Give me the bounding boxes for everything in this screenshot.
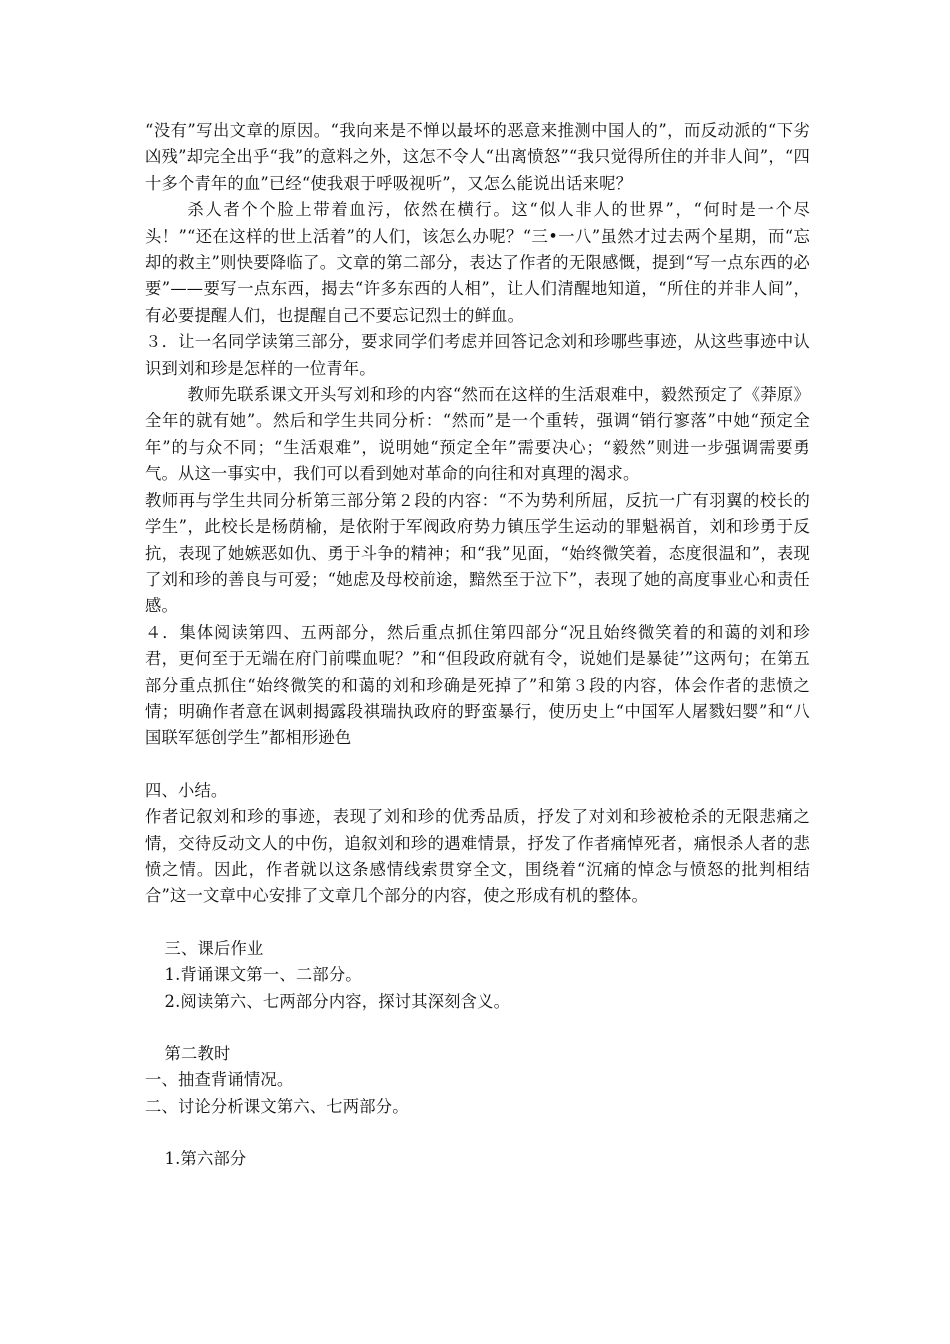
item-3: ３．让一名同学读第三部分，要求同学们考虑并回答记念刘和珍哪些事迹，从这些事迹中认识到刘和珍是怎样的一位青年。 bbox=[145, 332, 810, 378]
spacer bbox=[145, 910, 810, 936]
paragraph-reason: “没有”写出文章的原因。“我向来是不惮以最坏的恶意来推测中国人的”，而反动派的“下劣凶残”却完全出乎“我”的意料之外，这怎不令人“出离愤怒”“我只觉得所住的并非人间”，“四十多个青年的血”已经“使我艰于呼吸视听”，又怎么能说出话来呢？ bbox=[145, 121, 810, 193]
paragraph-teacher-first: 教师先联系课文开头写刘和珍的内容“然而在这样的生活艰难中，毅然预定了《莽原》全年的就有她”。然后和学生共同分析：“然而”是一个重转，强调“销行寥落”中她“预定全年”的与众不同；“生活艰难”，说明她“预定全年”需要决心；“毅然”则进一步强调需要勇气。从这一事实中，我们可以看到她对革命的向往和对真理的渴求。 bbox=[145, 385, 810, 484]
spacer bbox=[145, 1120, 810, 1146]
subheading-part-six: 1.第六部分 bbox=[164, 1149, 247, 1169]
paragraph-killers: 杀人者个个脸上带着血污，依然在横行。这“似人非人的世界”，“何时是一个尽头！”“还在这样的世上活着”的人们，该怎么办呢？“三•一八”虽然才过去两个星期，而“忘却的救主”则快要降临了。文章的第二部分，表达了作者的无限感慨，提到“写一点东西的必要”——要写一点东西，揭去“许多东西的人相”，让人们清醒地知道，“所住的并非人间”，有必要提醒人们，也提醒自己不要忘记烈士的鲜血。 bbox=[145, 200, 810, 325]
homework-item-2: 2.阅读第六、七两部分内容，探讨其深刻含义。 bbox=[164, 991, 511, 1011]
homework-item-1: 1.背诵课文第一、二部分。 bbox=[164, 965, 362, 985]
document-page bbox=[145, 118, 810, 1173]
paragraph-teacher-second: 教师再与学生共同分析第三部分第２段的内容：“不为势利所屈，反抗一广有羽翼的校长的学生”，此校长是杨荫榆，是依附于军阀政府势力镇压学生运动的罪魁祸首，刘和珍勇于反抗，表现了她嫉恶如仇、勇于斗争的精神；和“我”见面，“始终微笑着，态度很温和”，表现了刘和珍的善良与可爱；“她虑及母校前途，黯然至于泣下”，表现了她的高度事业心和责任感。 bbox=[145, 490, 810, 616]
heading-second-lesson: 第二教时 bbox=[164, 1044, 231, 1063]
step-2: 二、讨论分析课文第六、七两部分。 bbox=[145, 1096, 409, 1116]
heading-summary: 四、小结。 bbox=[145, 780, 228, 800]
step-1: 一、抽查背诵情况。 bbox=[145, 1070, 294, 1090]
paragraph-summary: 作者记叙刘和珍的事迹，表现了刘和珍的优秀品质，抒发了对刘和珍被枪杀的无限悲痛之情，交待反动文人的中伤，追叙刘和珍的遇难情景，抒发了作者痛悼死者，痛恨杀人者的悲愤之情。因此，作者就以这条感情线索贯穿全文，围绕着“沉痛的悼念与愤怒的批判相结合”这一文章中心安排了文章几个部分的内容，使之形成有机的整体。 bbox=[145, 807, 810, 906]
spacer bbox=[145, 1015, 810, 1041]
heading-homework: 三、课后作业 bbox=[164, 938, 264, 958]
spacer bbox=[145, 752, 810, 778]
item-4: ４．集体阅读第四、五两部分，然后重点抓住第四部分“况且始终微笑着的和蔼的刘和珍君，更何至于无端在府门前喋血呢？”和“但段政府就有令，说她们是暴徒’”这两句；在第五部分重点抓住“始终微笑的和蔼的刘和珍确是死掉了”和第３段的内容，体会作者的悲愤之情；明确作者意在讽刺揭露段祺瑞执政府的野蛮暴行，使历史上“中国军人屠戮妇婴”和“八国联军惩创学生”都相形逊色 bbox=[145, 622, 810, 748]
